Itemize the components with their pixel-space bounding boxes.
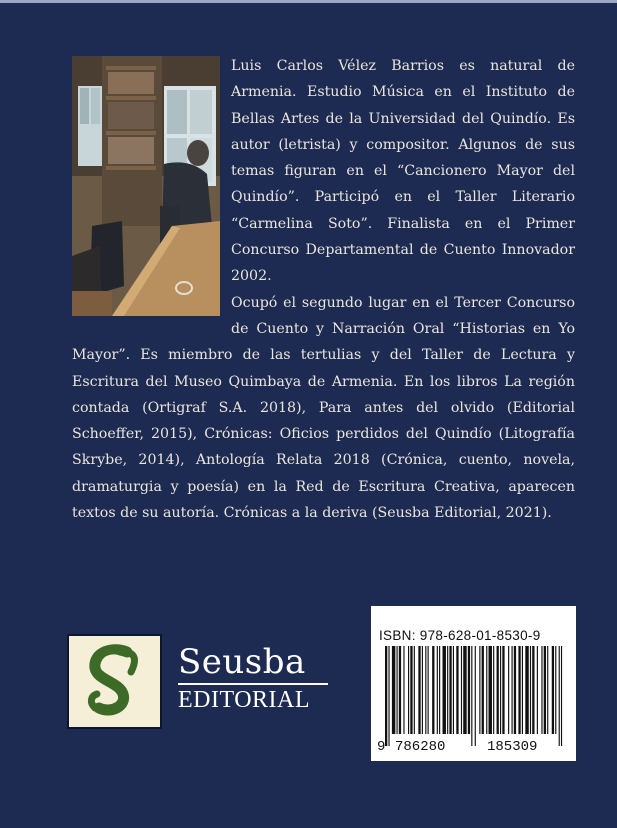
barcode-bar xyxy=(385,646,387,746)
barcode-bar xyxy=(493,646,494,734)
barcode-bar xyxy=(512,646,513,734)
barcode-bar xyxy=(537,646,538,734)
barcode-bar xyxy=(475,646,476,746)
publisher-subtitle: EDITORIAL xyxy=(178,687,311,713)
barcode-bar xyxy=(514,646,516,734)
ean-right-group: 185309 xyxy=(487,739,538,755)
barcode-bar xyxy=(482,646,484,734)
barcode-bar xyxy=(497,646,499,734)
barcode-bar xyxy=(541,646,542,734)
barcode-bar xyxy=(561,646,562,746)
barcode-bar xyxy=(530,646,531,734)
barcode-bar xyxy=(489,646,492,734)
barcode-bar xyxy=(439,646,440,734)
isbn-label: ISBN: 978-628-01-8530-9 xyxy=(379,628,541,643)
publisher-name: Seusba xyxy=(178,642,306,682)
barcode-bar xyxy=(522,646,523,734)
barcode-bar xyxy=(453,646,454,734)
barcode-bar xyxy=(463,646,466,734)
barcode-bar xyxy=(525,646,528,734)
photo-spacer xyxy=(72,53,231,321)
barcode-bar xyxy=(432,646,434,734)
barcode-bar xyxy=(410,646,412,734)
wordmark-divider xyxy=(178,683,328,685)
barcode-bar xyxy=(425,646,426,734)
barcode-bar xyxy=(500,646,501,734)
barcode-bar xyxy=(443,646,446,734)
barcode-bar xyxy=(479,646,480,734)
barcode-bar xyxy=(399,646,401,734)
barcode-bar xyxy=(555,646,556,734)
barcode-bar xyxy=(486,646,487,734)
barcode-bar xyxy=(518,646,520,734)
bio-paragraph-1: Luis Carlos Vélez Barrios es natural de Armenia. Estudio Música en el Instituto de Bellas Artes de la Universidad del Quindío. Es autor (letrista) y compositor. Algunos de sus temas figuran en el “Cancionero Mayor del Quindío”. Participó en el Taller Literario “Carmelina Soto”. Finalista en el Primer Concurso Departamental de Cuento Innovador 2002. xyxy=(231,58,575,285)
barcode-bar xyxy=(471,646,472,746)
author-biography xyxy=(72,53,575,526)
ean-left-group: 786280 xyxy=(395,739,446,755)
ean-first-digit: 9 xyxy=(377,739,386,755)
barcode-bar xyxy=(544,646,546,734)
barcode-bar xyxy=(532,646,534,734)
barcode-bar xyxy=(418,646,420,734)
barcode-bar xyxy=(428,646,429,734)
barcode-bar xyxy=(559,646,560,746)
barcode-bar xyxy=(468,646,470,734)
barcode-bar xyxy=(449,646,451,734)
barcode-bar xyxy=(397,646,398,734)
publisher-wordmark xyxy=(178,642,338,713)
publisher-logo xyxy=(67,634,162,729)
barcode-bar xyxy=(388,646,389,746)
barcode-bar xyxy=(392,646,395,734)
barcode-bar xyxy=(502,646,504,734)
barcode-icon xyxy=(377,646,569,746)
barcode-bar xyxy=(447,646,448,734)
barcode-bar xyxy=(508,646,509,734)
bio-paragraph-2: Ocupó el segundo lugar en el Tercer Concurso de Cuento y Narración Oral “Historias en Yo Mayor”. Es miembro de las tertulias y del Taller de Lectura y Escritura del Museo Quimbaya de Armenia. En los libros La región contada (Ortigraf S.A. 2018), Para antes del olvido (Editorial Schoeffer, 2015), Crónicas: Oficios perdidos del Quindío (Litografía Skrybe, 2014), Antología Relata 2018 (Crónica, cuento, novela, dramaturgia y poesía) en la Red de Escritura Creativa, aparecen textos de su autoría. Crónicas a la deriva (Seusba Editorial, 2021). xyxy=(72,294,575,522)
s-monogram-icon xyxy=(75,642,155,722)
barcode-bar xyxy=(408,646,409,734)
isbn-barcode-box xyxy=(371,606,576,761)
barcode-bar xyxy=(547,646,548,734)
barcode-bar xyxy=(403,646,404,734)
barcode-bar xyxy=(414,646,415,734)
barcode-bar xyxy=(422,646,423,734)
barcode-bar xyxy=(552,646,554,734)
barcode-bar xyxy=(456,646,458,734)
barcode-bar xyxy=(461,646,462,734)
barcode-bar xyxy=(437,646,438,734)
